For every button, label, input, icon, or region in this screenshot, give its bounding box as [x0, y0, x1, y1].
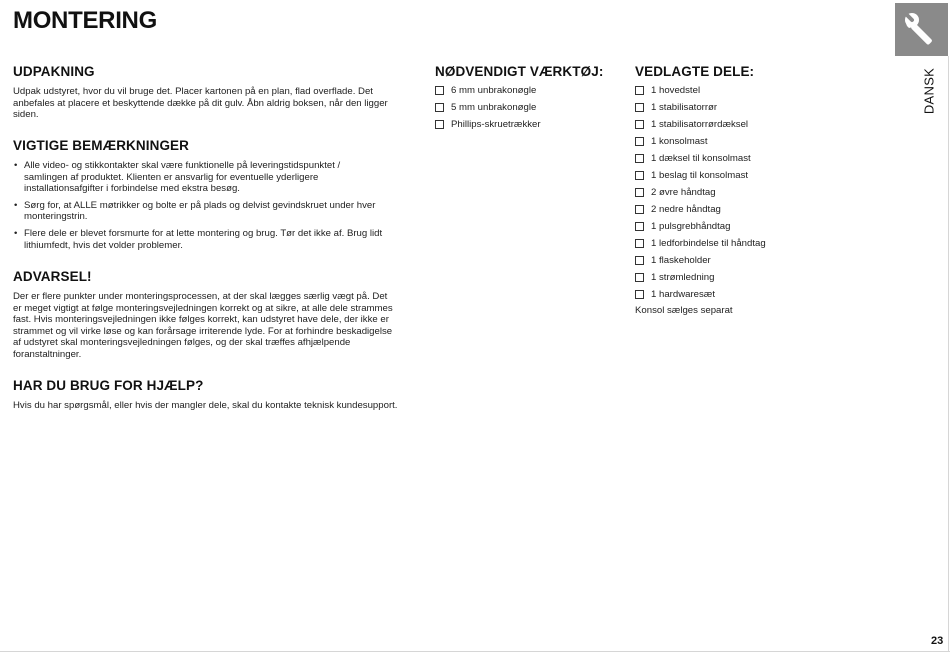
list-item: 6 mm unbrakonøgle	[435, 82, 615, 99]
parts-list	[635, 82, 835, 303]
warning-text: Der er flere punkter under monteringsprocessen, at der skal lægges særlig vægt på. Det er meget vigtigt at følge monteringsvejledningen korrekt og at sikre, at alle dele strammes fast. Hvis monteringsvejledningen ikke følges korrekt, kan udstyret have dele, der ikke er strammet og vil virke løse og kan forårsage irriterende lyde. For at forhindre beskadigelse af udstyret skal monteringsvejledningen følges, og der skal træffes afhjælpende foranstaltninger.	[13, 291, 393, 360]
section-tab	[895, 3, 948, 56]
list-item: 1 pulsgrebhåndtag	[635, 218, 835, 235]
list-item: • Sørg for, at ALLE møtrikker og bolte er på plads og delvist gevindskruet under hver monteringstrin.	[13, 200, 385, 223]
tools-list	[435, 82, 615, 133]
page-number: 23	[931, 635, 944, 647]
help-section	[13, 378, 433, 412]
parts-note: Konsol sælges separat	[635, 305, 733, 316]
checkbox[interactable]	[635, 154, 644, 163]
list-item: 1 beslag til konsolmast	[635, 167, 835, 184]
bottom-border-line	[0, 651, 950, 652]
checkbox[interactable]	[435, 103, 444, 112]
help-heading: HAR DU BRUG FOR HJÆLP?	[13, 378, 204, 393]
right-border-line	[948, 56, 949, 652]
unpacking-section	[13, 64, 398, 121]
checkbox[interactable]	[635, 239, 644, 248]
list-item: 1 dæksel til konsolmast	[635, 150, 835, 167]
checkbox[interactable]	[635, 290, 644, 299]
checkbox[interactable]	[635, 222, 644, 231]
checkbox[interactable]	[635, 256, 644, 265]
important-list	[13, 160, 385, 251]
important-section	[13, 138, 385, 256]
checkbox[interactable]	[635, 171, 644, 180]
list-item: 1 flaskeholder	[635, 252, 835, 269]
checkbox[interactable]	[435, 120, 444, 129]
list-item: 2 nedre håndtag	[635, 201, 835, 218]
help-text: Hvis du har spørgsmål, eller hvis der mangler dele, skal du kontakte teknisk kundesupport.	[13, 400, 398, 411]
list-item: • Flere dele er blevet forsmurte for at lette montering og brug. Tør det ikke af. Brug lidt lithiumfedt, hvis det volder problemer.	[13, 228, 385, 251]
list-item: 1 strømledning	[635, 269, 835, 286]
checkbox[interactable]	[635, 137, 644, 146]
warning-heading: ADVARSEL!	[13, 269, 92, 284]
parts-section	[635, 64, 835, 316]
list-item: 1 hardwaresæt	[635, 286, 835, 303]
checkbox[interactable]	[435, 86, 444, 95]
unpacking-heading: UDPAKNING	[13, 64, 95, 79]
page-title: MONTERING	[13, 7, 157, 34]
language-label: DANSK	[921, 67, 937, 115]
list-item: 1 stabilisatorrørdæksel	[635, 116, 835, 133]
checkbox[interactable]	[635, 205, 644, 214]
list-item: 1 ledforbindelse til håndtag	[635, 235, 835, 252]
list-item: Phillips-skruetrækker	[435, 116, 615, 133]
list-item: • Alle video- og stikkontakter skal være funktionelle på leveringstidspunktet / samlingen af produktet. Klienten er ansvarlig for eventuelle yderligere installationsafgifter i forbindelse med ekstra besøg.	[13, 160, 385, 195]
list-item: 2 øvre håndtag	[635, 184, 835, 201]
unpacking-text: Udpak udstyret, hvor du vil bruge det. Placer kartonen på en plan, flad overflade. Det anbefales at placere et beskyttende dække på dit gulv. Åbn aldrig boksen, når den ligger siden.	[13, 86, 388, 121]
tools-section	[435, 64, 615, 133]
checkbox[interactable]	[635, 86, 644, 95]
checkbox[interactable]	[635, 188, 644, 197]
parts-heading: VEDLAGTE DELE:	[635, 64, 755, 79]
checkbox[interactable]	[635, 273, 644, 282]
checkbox[interactable]	[635, 103, 644, 112]
list-item: 1 hovedstel	[635, 82, 835, 99]
warning-section	[13, 269, 398, 361]
wrench-icon	[902, 10, 942, 50]
list-item: 5 mm unbrakonøgle	[435, 99, 615, 116]
list-item: 1 stabilisatorrør	[635, 99, 835, 116]
tools-heading: NØDVENDIGT VÆRKTØJ:	[435, 64, 604, 79]
checkbox[interactable]	[635, 120, 644, 129]
list-item: 1 konsolmast	[635, 133, 835, 150]
important-heading: VIGTIGE BEMÆRKNINGER	[13, 138, 190, 153]
